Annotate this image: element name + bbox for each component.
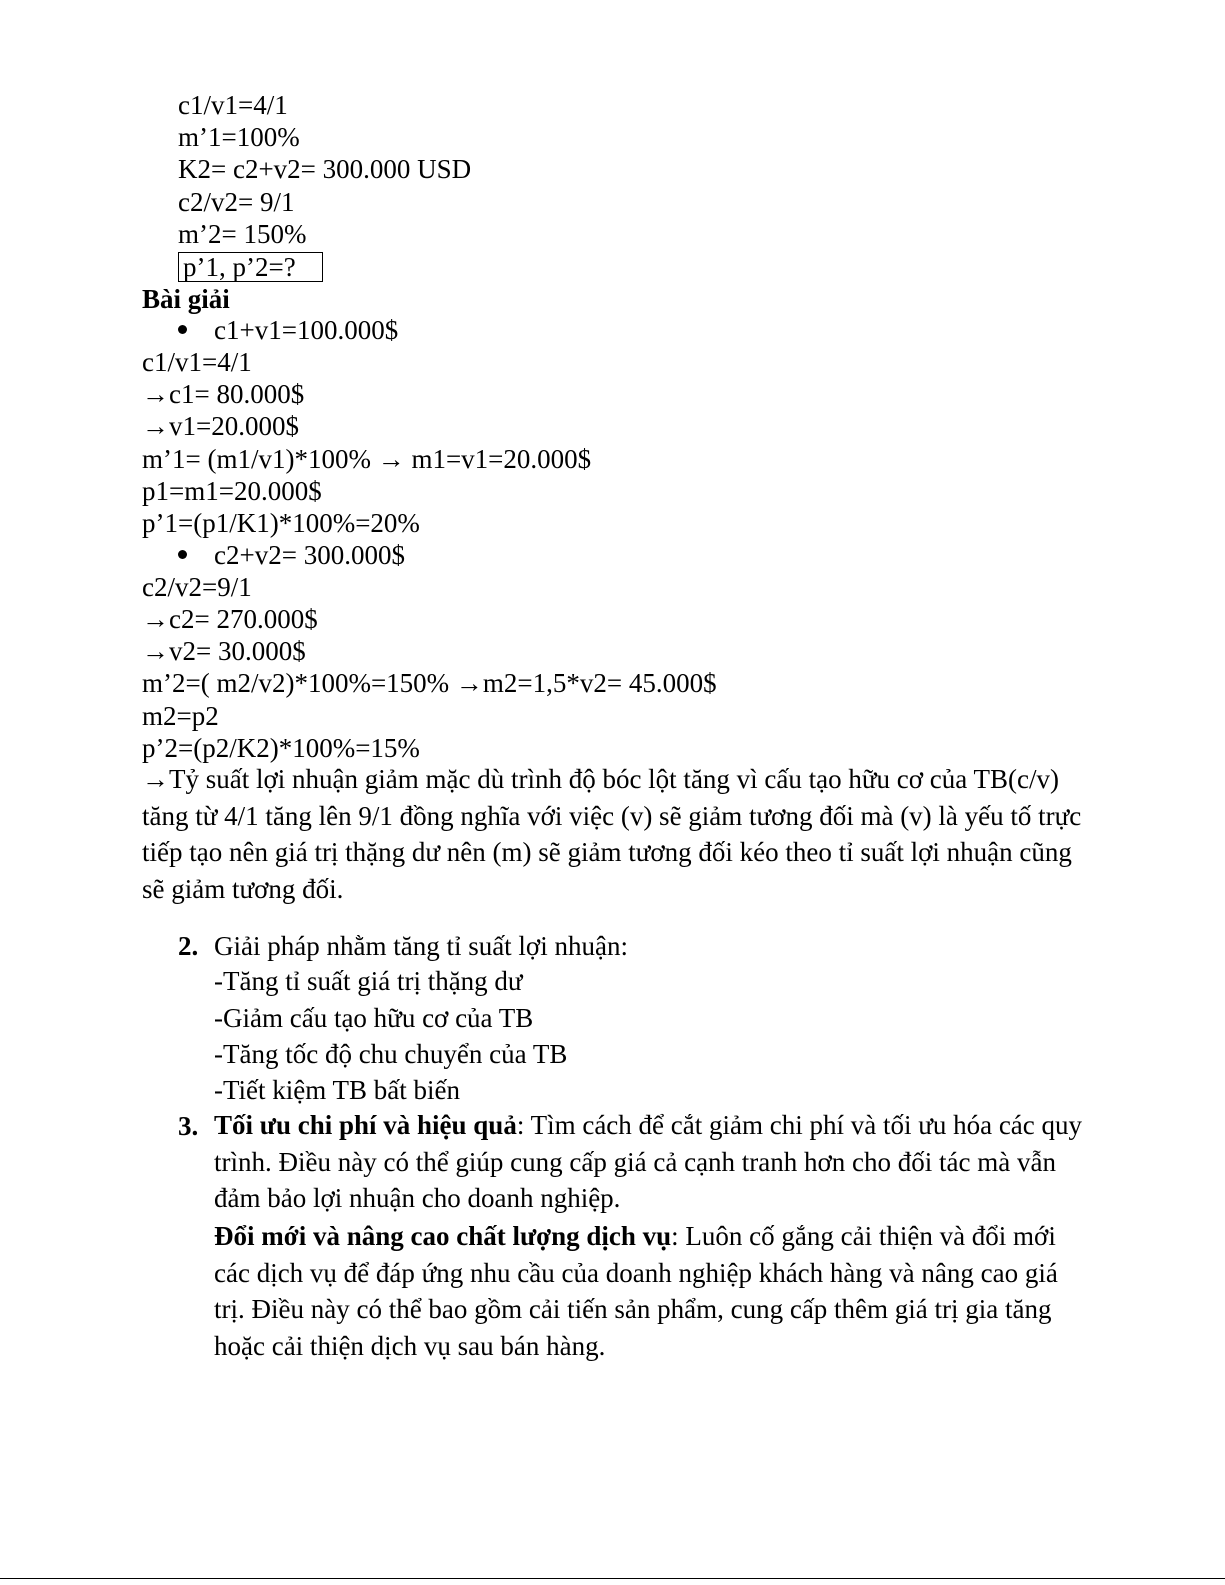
list-item: -Tiết kiệm TB bất biến — [214, 1075, 460, 1105]
solution-heading: Bài giải — [142, 284, 230, 314]
solution-line: c1/v1=4/1 — [142, 347, 252, 377]
solution-line: →v2= 30.000$ — [142, 636, 306, 666]
item2-title: Giải pháp nhằm tăng tỉ suất lợi nhuận: — [214, 931, 628, 961]
item3-paragraph-1 — [214, 1107, 1086, 1217]
list-item: -Tăng tốc độ chu chuyển của TB — [214, 1039, 568, 1069]
conclusion-paragraph: →Tỷ suất lợi nhuận giảm mặc dù trình độ bóc lột tăng vì cấu tạo hữu cơ của TB(c/v) tăng từ 4/1 tăng lên 9/1 đồng nghĩa với việc (v) sẽ giảm tương đối mà (v) là yếu tố trực tiếp tạo nên giá trị thặng dư nên (m) sẽ giảm tương đối kéo theo tỉ suất lợi nhuận cũng sẽ giảm tương đối. — [142, 764, 1082, 904]
item3-text-2: : Luôn cố gắng cải thiện và đổi mới các dịch vụ để đáp ứng nhu cầu của doanh nghiệp khách hàng và nâng cao giá trị. Điều này có thể bao gồm cải tiến sản phẩm, cung cấp thêm giá trị gia tăng hoặc cải thiện dịch vụ sau bán hàng. — [214, 1221, 1058, 1361]
solution-line: m’1= (m1/v1)*100% → m1=v1=20.000$ — [142, 444, 592, 474]
list-number: 3. — [178, 1111, 199, 1141]
bullet-icon — [178, 325, 187, 334]
solution-line: m’2=( m2/v2)*100%=150% →m2=1,5*v2= 45.000$ — [142, 668, 717, 698]
solution-line: c2/v2=9/1 — [142, 572, 252, 602]
question-box: p’1, p’2=? — [178, 252, 323, 282]
solution-line: →c1= 80.000$ — [142, 379, 305, 409]
given-line: c1/v1=4/1 — [178, 90, 288, 120]
item3-heading-2: Đổi mới và nâng cao chất lượng dịch vụ — [214, 1221, 672, 1251]
solution-line: p’2=(p2/K2)*100%=15% — [142, 733, 420, 763]
solution-line: m2=p2 — [142, 701, 219, 731]
bullet-icon — [178, 550, 187, 559]
given-line: c2/v2= 9/1 — [178, 187, 295, 217]
solution-line: p1=m1=20.000$ — [142, 476, 322, 506]
bullet-text: c2+v2= 300.000$ — [214, 540, 405, 570]
item3-paragraph-2 — [214, 1218, 1086, 1364]
solution-line: p’1=(p1/K1)*100%=20% — [142, 508, 420, 538]
item3-text-1: : Tìm cách để cắt giảm chi phí và tối ưu hóa các quy trình. Điều này có thể giúp cung cấp giá cả cạnh tranh hơn cho đối tác mà vẫn đảm bảo lợi nhuận cho doanh nghiệp. — [214, 1110, 1083, 1213]
page-bottom-border — [0, 1578, 1225, 1579]
given-line: m’2= 150% — [178, 219, 307, 249]
bullet-text: c1+v1=100.000$ — [214, 315, 399, 345]
given-line: m’1=100% — [178, 122, 300, 152]
list-number: 2. — [178, 931, 199, 961]
solution-line: →c2= 270.000$ — [142, 604, 318, 634]
solution-line: →v1=20.000$ — [142, 411, 299, 441]
given-line: K2= c2+v2= 300.000 USD — [178, 154, 472, 184]
item3-heading-1: Tối ưu chi phí và hiệu quả — [214, 1110, 517, 1140]
list-item: -Tăng tỉ suất giá trị thặng dư — [214, 966, 523, 996]
list-item: -Giảm cấu tạo hữu cơ của TB — [214, 1003, 534, 1033]
